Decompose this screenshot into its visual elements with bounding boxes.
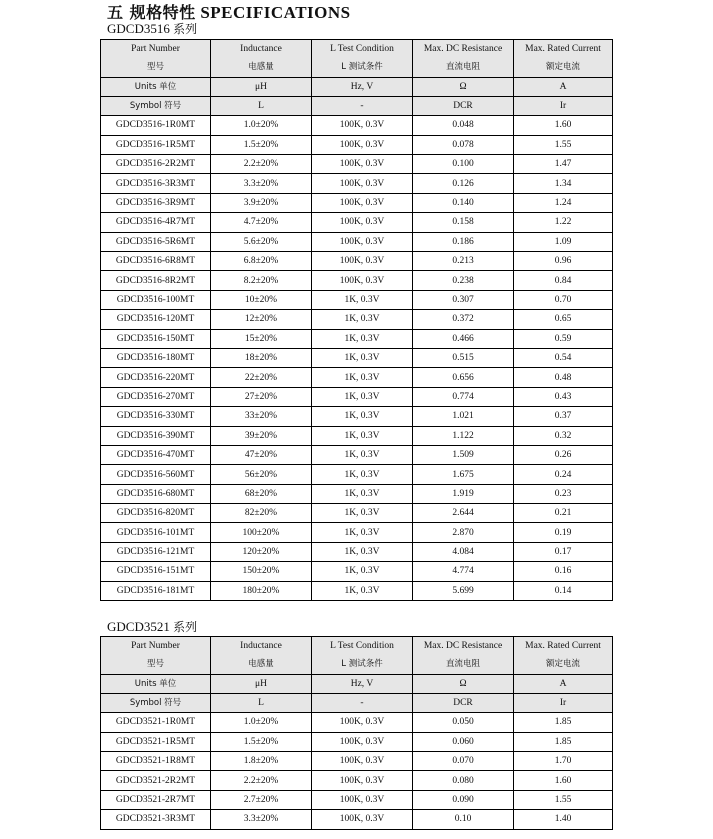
current-cell: 0.65 (514, 310, 613, 329)
symbol-label: Symbol 符号 (101, 96, 211, 115)
inductance-cell: 4.7±20% (211, 213, 312, 232)
dcr-cell: 1.675 (413, 465, 514, 484)
test-condition-cell: 100K, 0.3V (312, 790, 413, 809)
table-row (101, 387, 613, 406)
part-number-cell: GDCD3516-3R3MT (101, 174, 211, 193)
inductance-cell: 2.2±20% (211, 771, 312, 790)
unit-cell: Hz, V (312, 77, 413, 96)
part-number-cell: GDCD3516-3R9MT (101, 193, 211, 212)
dcr-cell: 4.084 (413, 542, 514, 561)
dcr-cell: 2.644 (413, 504, 514, 523)
part-number-cell: GDCD3516-220MT (101, 368, 211, 387)
symbol-cell: DCR (413, 96, 514, 115)
inductance-cell: 82±20% (211, 504, 312, 523)
test-condition-cell: 1K, 0.3V (312, 523, 413, 542)
table-row (101, 752, 613, 771)
inductance-cell: 2.7±20% (211, 790, 312, 809)
dcr-cell: 0.774 (413, 387, 514, 406)
header-dcr: Max. DC Resistance 直流电阻 (413, 637, 514, 675)
spec-table-gdcd3516 (100, 39, 613, 601)
test-condition-cell: 1K, 0.3V (312, 465, 413, 484)
dcr-cell: 0.10 (413, 810, 514, 829)
test-condition-cell: 100K, 0.3V (312, 174, 413, 193)
current-cell: 1.70 (514, 752, 613, 771)
unit-cell: A (514, 674, 613, 693)
test-condition-cell: 1K, 0.3V (312, 310, 413, 329)
dcr-cell: 1.509 (413, 445, 514, 464)
inductance-cell: 120±20% (211, 542, 312, 561)
table-row (101, 348, 613, 367)
header-current: Max. Rated Current 额定电流 (514, 40, 613, 78)
inductance-cell: 1.8±20% (211, 752, 312, 771)
dcr-cell: 4.774 (413, 562, 514, 581)
inductance-cell: 1.0±20% (211, 116, 312, 135)
current-cell: 0.84 (514, 271, 613, 290)
units-label: Units 单位 (101, 77, 211, 96)
unit-cell: Ω (413, 77, 514, 96)
current-cell: 1.34 (514, 174, 613, 193)
part-number-cell: GDCD3516-120MT (101, 310, 211, 329)
part-number-cell: GDCD3516-151MT (101, 562, 211, 581)
current-cell: 0.59 (514, 329, 613, 348)
current-cell: 1.85 (514, 713, 613, 732)
part-number-cell: GDCD3521-1R0MT (101, 713, 211, 732)
test-condition-cell: 100K, 0.3V (312, 271, 413, 290)
table-row (101, 271, 613, 290)
current-cell: 0.23 (514, 484, 613, 503)
current-cell: 1.40 (514, 810, 613, 829)
dcr-cell: 0.213 (413, 252, 514, 271)
current-cell: 0.54 (514, 348, 613, 367)
header-row-titles (101, 40, 613, 78)
current-cell: 0.32 (514, 426, 613, 445)
inductance-cell: 39±20% (211, 426, 312, 445)
current-cell: 1.09 (514, 232, 613, 251)
test-condition-cell: 1K, 0.3V (312, 290, 413, 309)
test-condition-cell: 100K, 0.3V (312, 752, 413, 771)
part-number-cell: GDCD3521-1R8MT (101, 752, 211, 771)
part-number-cell: GDCD3516-6R8MT (101, 252, 211, 271)
test-condition-cell: 100K, 0.3V (312, 155, 413, 174)
test-condition-cell: 100K, 0.3V (312, 213, 413, 232)
table-row (101, 232, 613, 251)
header-part_number: Part Number 型号 (101, 637, 211, 675)
table-row (101, 810, 613, 829)
test-condition-cell: 1K, 0.3V (312, 484, 413, 503)
dcr-cell: 5.699 (413, 581, 514, 600)
part-number-cell: GDCD3516-5R6MT (101, 232, 211, 251)
part-number-cell: GDCD3521-2R7MT (101, 790, 211, 809)
test-condition-cell: 100K, 0.3V (312, 135, 413, 154)
inductance-cell: 3.3±20% (211, 174, 312, 193)
current-cell: 0.24 (514, 465, 613, 484)
current-cell: 0.19 (514, 523, 613, 542)
dcr-cell: 1.122 (413, 426, 514, 445)
table-row (101, 484, 613, 503)
table-row (101, 465, 613, 484)
table-row (101, 407, 613, 426)
dcr-cell: 0.090 (413, 790, 514, 809)
dcr-cell: 2.870 (413, 523, 514, 542)
unit-cell: Hz, V (312, 674, 413, 693)
dcr-cell: 0.656 (413, 368, 514, 387)
header-test_condition: L Test Condition L 测试条件 (312, 637, 413, 675)
part-number-cell: GDCD3516-181MT (101, 581, 211, 600)
header-test_condition: L Test Condition L 测试条件 (312, 40, 413, 78)
part-number-cell: GDCD3516-680MT (101, 484, 211, 503)
header-dcr: Max. DC Resistance 直流电阻 (413, 40, 514, 78)
dcr-cell: 0.126 (413, 174, 514, 193)
page-title-zh: 五 规格特性 (107, 3, 196, 22)
part-number-cell: GDCD3516-4R7MT (101, 213, 211, 232)
dcr-cell: 0.080 (413, 771, 514, 790)
part-number-cell: GDCD3516-270MT (101, 387, 211, 406)
part-number-cell: GDCD3521-2R2MT (101, 771, 211, 790)
part-number-cell: GDCD3516-470MT (101, 445, 211, 464)
inductance-cell: 33±20% (211, 407, 312, 426)
table-row (101, 193, 613, 212)
table-row (101, 135, 613, 154)
inductance-cell: 100±20% (211, 523, 312, 542)
header-row-symbols (101, 96, 613, 115)
part-number-cell: GDCD3516-560MT (101, 465, 211, 484)
dcr-cell: 0.466 (413, 329, 514, 348)
test-condition-cell: 100K, 0.3V (312, 810, 413, 829)
current-cell: 1.22 (514, 213, 613, 232)
test-condition-cell: 100K, 0.3V (312, 732, 413, 751)
table-row (101, 174, 613, 193)
current-cell: 0.26 (514, 445, 613, 464)
dcr-cell: 0.048 (413, 116, 514, 135)
inductance-cell: 6.8±20% (211, 252, 312, 271)
symbol-label: Symbol 符号 (101, 693, 211, 712)
table-row (101, 581, 613, 600)
header-current: Max. Rated Current 额定电流 (514, 637, 613, 675)
test-condition-cell: 100K, 0.3V (312, 713, 413, 732)
dcr-cell: 0.238 (413, 271, 514, 290)
current-cell: 0.48 (514, 368, 613, 387)
table-row (101, 732, 613, 751)
inductance-cell: 68±20% (211, 484, 312, 503)
table-row (101, 213, 613, 232)
symbol-cell: L (211, 693, 312, 712)
part-number-cell: GDCD3516-8R2MT (101, 271, 211, 290)
table-row (101, 310, 613, 329)
series-heading-2: GDCD3521 系列 (107, 619, 198, 634)
current-cell: 1.55 (514, 135, 613, 154)
table-row (101, 504, 613, 523)
test-condition-cell: 100K, 0.3V (312, 193, 413, 212)
dcr-cell: 0.515 (413, 348, 514, 367)
test-condition-cell: 1K, 0.3V (312, 329, 413, 348)
current-cell: 0.16 (514, 562, 613, 581)
test-condition-cell: 100K, 0.3V (312, 252, 413, 271)
part-number-cell: GDCD3516-1R5MT (101, 135, 211, 154)
header-inductance: Inductance 电感量 (211, 637, 312, 675)
dcr-cell: 0.078 (413, 135, 514, 154)
inductance-cell: 1.5±20% (211, 135, 312, 154)
dcr-cell: 0.372 (413, 310, 514, 329)
test-condition-cell: 100K, 0.3V (312, 232, 413, 251)
inductance-cell: 1.5±20% (211, 732, 312, 751)
inductance-cell: 15±20% (211, 329, 312, 348)
test-condition-cell: 1K, 0.3V (312, 426, 413, 445)
header-row-symbols (101, 693, 613, 712)
table-row (101, 290, 613, 309)
test-condition-cell: 100K, 0.3V (312, 771, 413, 790)
current-cell: 1.60 (514, 116, 613, 135)
table-row (101, 445, 613, 464)
current-cell: 1.85 (514, 732, 613, 751)
table-row (101, 155, 613, 174)
table-row (101, 771, 613, 790)
test-condition-cell: 1K, 0.3V (312, 504, 413, 523)
test-condition-cell: 1K, 0.3V (312, 445, 413, 464)
symbol-cell: - (312, 96, 413, 115)
table-row (101, 116, 613, 135)
inductance-cell: 22±20% (211, 368, 312, 387)
part-number-cell: GDCD3516-121MT (101, 542, 211, 561)
unit-cell: Ω (413, 674, 514, 693)
test-condition-cell: 1K, 0.3V (312, 407, 413, 426)
dcr-cell: 0.307 (413, 290, 514, 309)
part-number-cell: GDCD3516-330MT (101, 407, 211, 426)
symbol-cell: - (312, 693, 413, 712)
table-row (101, 329, 613, 348)
inductance-cell: 18±20% (211, 348, 312, 367)
table-row (101, 790, 613, 809)
inductance-cell: 8.2±20% (211, 271, 312, 290)
current-cell: 1.60 (514, 771, 613, 790)
inductance-cell: 10±20% (211, 290, 312, 309)
current-cell: 1.47 (514, 155, 613, 174)
table-row (101, 713, 613, 732)
inductance-cell: 27±20% (211, 387, 312, 406)
current-cell: 0.17 (514, 542, 613, 561)
dcr-cell: 1.919 (413, 484, 514, 503)
inductance-cell: 2.2±20% (211, 155, 312, 174)
current-cell: 0.21 (514, 504, 613, 523)
part-number-cell: GDCD3521-3R3MT (101, 810, 211, 829)
header-row-titles (101, 637, 613, 675)
table-row (101, 368, 613, 387)
part-number-cell: GDCD3516-2R2MT (101, 155, 211, 174)
header-part_number: Part Number 型号 (101, 40, 211, 78)
symbol-cell: Ir (514, 96, 613, 115)
inductance-cell: 1.0±20% (211, 713, 312, 732)
part-number-cell: GDCD3516-820MT (101, 504, 211, 523)
units-label: Units 单位 (101, 674, 211, 693)
unit-cell: A (514, 77, 613, 96)
series-heading-1: GDCD3516 系列 (107, 21, 198, 36)
dcr-cell: 0.100 (413, 155, 514, 174)
inductance-cell: 180±20% (211, 581, 312, 600)
current-cell: 0.43 (514, 387, 613, 406)
symbol-cell: Ir (514, 693, 613, 712)
header-row-units (101, 77, 613, 96)
spec-table-gdcd3521 (100, 636, 613, 830)
test-condition-cell: 1K, 0.3V (312, 581, 413, 600)
dcr-cell: 1.021 (413, 407, 514, 426)
header-row-units (101, 674, 613, 693)
part-number-cell: GDCD3516-180MT (101, 348, 211, 367)
header-inductance: Inductance 电感量 (211, 40, 312, 78)
part-number-cell: GDCD3516-390MT (101, 426, 211, 445)
dcr-cell: 0.060 (413, 732, 514, 751)
dcr-cell: 0.050 (413, 713, 514, 732)
current-cell: 1.55 (514, 790, 613, 809)
test-condition-cell: 1K, 0.3V (312, 562, 413, 581)
dcr-cell: 0.070 (413, 752, 514, 771)
inductance-cell: 3.9±20% (211, 193, 312, 212)
part-number-cell: GDCD3516-100MT (101, 290, 211, 309)
table-row (101, 523, 613, 542)
test-condition-cell: 1K, 0.3V (312, 368, 413, 387)
current-cell: 0.37 (514, 407, 613, 426)
test-condition-cell: 1K, 0.3V (312, 387, 413, 406)
inductance-cell: 3.3±20% (211, 810, 312, 829)
part-number-cell: GDCD3516-1R0MT (101, 116, 211, 135)
part-number-cell: GDCD3521-1R5MT (101, 732, 211, 751)
dcr-cell: 0.186 (413, 232, 514, 251)
page-title-en: SPECIFICATIONS (200, 3, 351, 22)
table-row (101, 542, 613, 561)
inductance-cell: 12±20% (211, 310, 312, 329)
unit-cell: μH (211, 77, 312, 96)
part-number-cell: GDCD3516-101MT (101, 523, 211, 542)
test-condition-cell: 1K, 0.3V (312, 348, 413, 367)
inductance-cell: 47±20% (211, 445, 312, 464)
symbol-cell: L (211, 96, 312, 115)
inductance-cell: 5.6±20% (211, 232, 312, 251)
table-row (101, 562, 613, 581)
table-row (101, 252, 613, 271)
dcr-cell: 0.140 (413, 193, 514, 212)
current-cell: 0.96 (514, 252, 613, 271)
unit-cell: μH (211, 674, 312, 693)
part-number-cell: GDCD3516-150MT (101, 329, 211, 348)
inductance-cell: 150±20% (211, 562, 312, 581)
inductance-cell: 56±20% (211, 465, 312, 484)
dcr-cell: 0.158 (413, 213, 514, 232)
symbol-cell: DCR (413, 693, 514, 712)
test-condition-cell: 1K, 0.3V (312, 542, 413, 561)
current-cell: 0.70 (514, 290, 613, 309)
test-condition-cell: 100K, 0.3V (312, 116, 413, 135)
table-row (101, 426, 613, 445)
current-cell: 0.14 (514, 581, 613, 600)
current-cell: 1.24 (514, 193, 613, 212)
